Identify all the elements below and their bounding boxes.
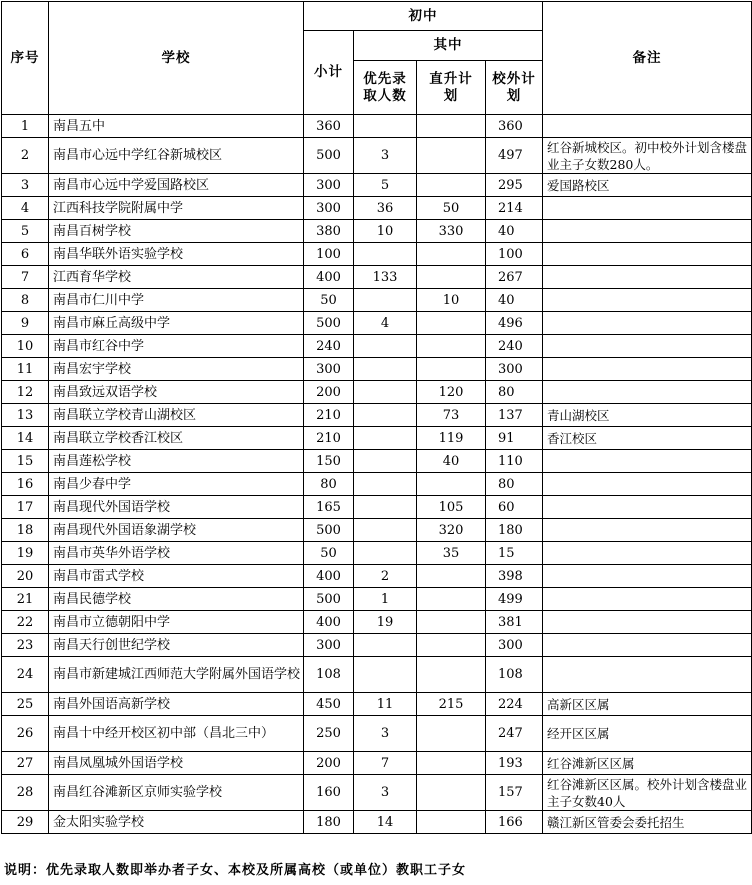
cell-seq: 26 — [2, 716, 49, 752]
table-row — [2, 716, 752, 752]
cell-direct — [417, 588, 486, 611]
cell-remark: 红谷滩新区区属。校外计划含楼盘业主子女数40人 — [543, 775, 752, 811]
cell-seq: 25 — [2, 693, 49, 716]
cell-seq: 21 — [2, 588, 49, 611]
cell-school: 南昌华联外语实验学校 — [49, 243, 304, 266]
cell-school: 南昌凤凰城外国语学校 — [49, 752, 304, 775]
cell-external: 240 — [486, 335, 543, 358]
cell-seq: 4 — [2, 197, 49, 220]
cell-direct: 50 — [417, 197, 486, 220]
cell-school: 南昌莲松学校 — [49, 450, 304, 473]
table-row — [2, 496, 752, 519]
cell-direct — [417, 243, 486, 266]
cell-external: 360 — [486, 115, 543, 138]
cell-priority — [354, 657, 417, 693]
table-row — [2, 775, 752, 811]
cell-school: 江西育华学校 — [49, 266, 304, 289]
cell-priority — [354, 496, 417, 519]
cell-seq: 29 — [2, 811, 49, 834]
cell-school: 南昌五中 — [49, 115, 304, 138]
cell-seq: 16 — [2, 473, 49, 496]
cell-school: 南昌联立学校香江校区 — [49, 427, 304, 450]
cell-remark — [543, 220, 752, 243]
cell-remark — [543, 450, 752, 473]
cell-direct — [417, 565, 486, 588]
cell-priority: 36 — [354, 197, 417, 220]
cell-direct — [417, 716, 486, 752]
cell-priority: 4 — [354, 312, 417, 335]
cell-seq: 22 — [2, 611, 49, 634]
table-row — [2, 811, 752, 834]
cell-priority — [354, 542, 417, 565]
cell-remark — [543, 289, 752, 312]
cell-external: 398 — [486, 565, 543, 588]
cell-seq: 28 — [2, 775, 49, 811]
cell-remark — [543, 197, 752, 220]
cell-direct: 215 — [417, 693, 486, 716]
cell-school: 江西科技学院附属中学 — [49, 197, 304, 220]
cell-school: 南昌十中经开校区初中部（昌北三中） — [49, 716, 304, 752]
cell-subtotal: 500 — [304, 312, 354, 335]
cell-school: 南昌市英华外语学校 — [49, 542, 304, 565]
cell-direct — [417, 473, 486, 496]
cell-priority — [354, 335, 417, 358]
cell-subtotal: 100 — [304, 243, 354, 266]
cell-direct: 73 — [417, 404, 486, 427]
table-row — [2, 381, 752, 404]
cell-external: 40 — [486, 289, 543, 312]
cell-external: 300 — [486, 634, 543, 657]
cell-remark — [543, 266, 752, 289]
cell-subtotal: 50 — [304, 289, 354, 312]
header-remark: 备注 — [543, 2, 752, 115]
table-row — [2, 115, 752, 138]
cell-subtotal: 400 — [304, 266, 354, 289]
cell-subtotal: 400 — [304, 565, 354, 588]
cell-remark — [543, 542, 752, 565]
cell-subtotal: 450 — [304, 693, 354, 716]
cell-subtotal: 300 — [304, 174, 354, 197]
cell-seq: 6 — [2, 243, 49, 266]
cell-remark — [543, 588, 752, 611]
table-row — [2, 693, 752, 716]
enrollment-table — [1, 1, 752, 834]
cell-seq: 12 — [2, 381, 49, 404]
cell-school: 南昌致远双语学校 — [49, 381, 304, 404]
cell-direct — [417, 138, 486, 174]
cell-direct: 35 — [417, 542, 486, 565]
cell-school: 南昌民德学校 — [49, 588, 304, 611]
cell-direct: 105 — [417, 496, 486, 519]
cell-school: 南昌市红谷中学 — [49, 335, 304, 358]
cell-direct — [417, 811, 486, 834]
cell-external: 110 — [486, 450, 543, 473]
cell-remark — [543, 358, 752, 381]
cell-direct — [417, 611, 486, 634]
cell-remark — [543, 312, 752, 335]
cell-seq: 10 — [2, 335, 49, 358]
cell-direct: 120 — [417, 381, 486, 404]
cell-subtotal: 500 — [304, 588, 354, 611]
cell-remark: 红谷新城校区。初中校外计划含楼盘业主子女数280人。 — [543, 138, 752, 174]
cell-priority — [354, 634, 417, 657]
cell-remark — [543, 381, 752, 404]
cell-direct — [417, 312, 486, 335]
cell-priority — [354, 243, 417, 266]
cell-direct: 119 — [417, 427, 486, 450]
cell-priority — [354, 381, 417, 404]
cell-external: 15 — [486, 542, 543, 565]
cell-external: 499 — [486, 588, 543, 611]
cell-direct — [417, 358, 486, 381]
cell-priority: 7 — [354, 752, 417, 775]
cell-remark — [543, 243, 752, 266]
cell-seq: 5 — [2, 220, 49, 243]
cell-school: 南昌市心远中学爱国路校区 — [49, 174, 304, 197]
cell-external: 193 — [486, 752, 543, 775]
cell-subtotal: 250 — [304, 716, 354, 752]
cell-remark — [543, 496, 752, 519]
cell-subtotal: 180 — [304, 811, 354, 834]
cell-subtotal: 165 — [304, 496, 354, 519]
header-among: 其中 — [354, 31, 543, 61]
cell-remark — [543, 473, 752, 496]
cell-school: 南昌外国语高新学校 — [49, 693, 304, 716]
cell-remark — [543, 634, 752, 657]
cell-external: 214 — [486, 197, 543, 220]
cell-subtotal: 360 — [304, 115, 354, 138]
table-row — [2, 565, 752, 588]
table-row — [2, 335, 752, 358]
table-row — [2, 611, 752, 634]
cell-remark — [543, 657, 752, 693]
table-row — [2, 450, 752, 473]
cell-subtotal: 108 — [304, 657, 354, 693]
cell-external: 496 — [486, 312, 543, 335]
cell-school: 南昌现代外国语学校 — [49, 496, 304, 519]
cell-seq: 1 — [2, 115, 49, 138]
table-row — [2, 588, 752, 611]
table-row — [2, 312, 752, 335]
cell-subtotal: 300 — [304, 197, 354, 220]
cell-subtotal: 300 — [304, 358, 354, 381]
cell-seq: 2 — [2, 138, 49, 174]
cell-direct — [417, 266, 486, 289]
cell-seq: 8 — [2, 289, 49, 312]
header-external: 校外计划 — [486, 61, 543, 115]
cell-remark — [543, 611, 752, 634]
cell-priority — [354, 519, 417, 542]
cell-seq: 13 — [2, 404, 49, 427]
cell-direct — [417, 115, 486, 138]
cell-remark: 赣江新区管委会委托招生 — [543, 811, 752, 834]
table-row — [2, 634, 752, 657]
cell-remark — [543, 519, 752, 542]
cell-priority — [354, 404, 417, 427]
cell-external: 137 — [486, 404, 543, 427]
cell-external: 157 — [486, 775, 543, 811]
cell-direct — [417, 174, 486, 197]
cell-seq: 19 — [2, 542, 49, 565]
cell-subtotal: 300 — [304, 634, 354, 657]
cell-external: 91 — [486, 427, 543, 450]
cell-seq: 18 — [2, 519, 49, 542]
cell-remark — [543, 115, 752, 138]
cell-subtotal: 400 — [304, 611, 354, 634]
table-row — [2, 657, 752, 693]
table-row — [2, 358, 752, 381]
cell-school: 南昌红谷滩新区京师实验学校 — [49, 775, 304, 811]
cell-direct — [417, 752, 486, 775]
cell-priority — [354, 473, 417, 496]
cell-priority: 2 — [354, 565, 417, 588]
cell-school: 南昌市新建城江西师范大学附属外国语学校 — [49, 657, 304, 693]
cell-priority: 3 — [354, 775, 417, 811]
cell-priority: 1 — [354, 588, 417, 611]
table-row — [2, 266, 752, 289]
cell-subtotal: 500 — [304, 138, 354, 174]
cell-external: 224 — [486, 693, 543, 716]
cell-school: 南昌市雷式学校 — [49, 565, 304, 588]
header-subtotal: 小计 — [304, 31, 354, 115]
cell-remark: 爱国路校区 — [543, 174, 752, 197]
header-seq: 序号 — [2, 2, 49, 115]
cell-school: 南昌市心远中学红谷新城校区 — [49, 138, 304, 174]
table-row — [2, 542, 752, 565]
table-row — [2, 519, 752, 542]
cell-external: 80 — [486, 473, 543, 496]
cell-school: 南昌市立德朝阳中学 — [49, 611, 304, 634]
cell-external: 40 — [486, 220, 543, 243]
header-priority: 优先录取人数 — [354, 61, 417, 115]
cell-subtotal: 200 — [304, 752, 354, 775]
cell-external: 267 — [486, 266, 543, 289]
cell-seq: 11 — [2, 358, 49, 381]
table-row — [2, 138, 752, 174]
cell-seq: 15 — [2, 450, 49, 473]
cell-seq: 20 — [2, 565, 49, 588]
footnote: 说明：优先录取人数即举办者子女、本校及所属高校（或单位）教职工子女 — [4, 863, 467, 878]
cell-priority: 14 — [354, 811, 417, 834]
cell-external: 108 — [486, 657, 543, 693]
cell-remark: 高新区区属 — [543, 693, 752, 716]
cell-external: 300 — [486, 358, 543, 381]
cell-seq: 9 — [2, 312, 49, 335]
cell-remark: 经开区区属 — [543, 716, 752, 752]
table-row — [2, 220, 752, 243]
cell-priority: 5 — [354, 174, 417, 197]
cell-school: 南昌宏宇学校 — [49, 358, 304, 381]
table-row — [2, 289, 752, 312]
cell-subtotal: 210 — [304, 427, 354, 450]
cell-subtotal: 150 — [304, 450, 354, 473]
cell-subtotal: 500 — [304, 519, 354, 542]
cell-seq: 14 — [2, 427, 49, 450]
cell-school: 南昌百树学校 — [49, 220, 304, 243]
cell-priority: 3 — [354, 716, 417, 752]
cell-remark: 红谷滩新区区属 — [543, 752, 752, 775]
cell-remark — [543, 565, 752, 588]
cell-external: 381 — [486, 611, 543, 634]
cell-subtotal: 160 — [304, 775, 354, 811]
cell-priority — [354, 450, 417, 473]
cell-school: 南昌天行创世纪学校 — [49, 634, 304, 657]
cell-seq: 24 — [2, 657, 49, 693]
cell-school: 南昌现代外国语象湖学校 — [49, 519, 304, 542]
table-row — [2, 427, 752, 450]
cell-priority — [354, 358, 417, 381]
cell-subtotal: 200 — [304, 381, 354, 404]
cell-subtotal: 240 — [304, 335, 354, 358]
cell-subtotal: 50 — [304, 542, 354, 565]
table-body — [2, 115, 752, 834]
cell-direct — [417, 775, 486, 811]
cell-subtotal: 380 — [304, 220, 354, 243]
cell-seq: 27 — [2, 752, 49, 775]
header-direct: 直升计划 — [417, 61, 486, 115]
table-row — [2, 752, 752, 775]
cell-direct: 40 — [417, 450, 486, 473]
cell-seq: 7 — [2, 266, 49, 289]
cell-priority: 3 — [354, 138, 417, 174]
table-row — [2, 473, 752, 496]
cell-external: 100 — [486, 243, 543, 266]
cell-seq: 23 — [2, 634, 49, 657]
cell-school: 南昌市仁川中学 — [49, 289, 304, 312]
cell-priority: 10 — [354, 220, 417, 243]
cell-priority: 19 — [354, 611, 417, 634]
cell-external: 247 — [486, 716, 543, 752]
cell-external: 497 — [486, 138, 543, 174]
table-row — [2, 174, 752, 197]
table-row — [2, 243, 752, 266]
cell-direct: 320 — [417, 519, 486, 542]
cell-subtotal: 80 — [304, 473, 354, 496]
cell-external: 60 — [486, 496, 543, 519]
cell-priority: 11 — [354, 693, 417, 716]
cell-remark: 青山湖校区 — [543, 404, 752, 427]
cell-direct — [417, 657, 486, 693]
cell-school: 金太阳实验学校 — [49, 811, 304, 834]
cell-remark — [543, 335, 752, 358]
cell-school: 南昌联立学校青山湖校区 — [49, 404, 304, 427]
cell-seq: 3 — [2, 174, 49, 197]
cell-school: 南昌市麻丘高级中学 — [49, 312, 304, 335]
cell-external: 295 — [486, 174, 543, 197]
cell-seq: 17 — [2, 496, 49, 519]
cell-school: 南昌少春中学 — [49, 473, 304, 496]
cell-remark: 香江校区 — [543, 427, 752, 450]
table-row — [2, 404, 752, 427]
cell-external: 166 — [486, 811, 543, 834]
header-junior-high: 初中 — [304, 2, 543, 31]
cell-subtotal: 210 — [304, 404, 354, 427]
cell-direct: 330 — [417, 220, 486, 243]
table-row — [2, 197, 752, 220]
cell-direct: 10 — [417, 289, 486, 312]
cell-direct — [417, 335, 486, 358]
cell-external: 80 — [486, 381, 543, 404]
cell-priority — [354, 427, 417, 450]
cell-priority — [354, 289, 417, 312]
cell-priority — [354, 115, 417, 138]
cell-priority: 133 — [354, 266, 417, 289]
cell-direct — [417, 634, 486, 657]
header-school: 学校 — [49, 2, 304, 115]
cell-external: 180 — [486, 519, 543, 542]
